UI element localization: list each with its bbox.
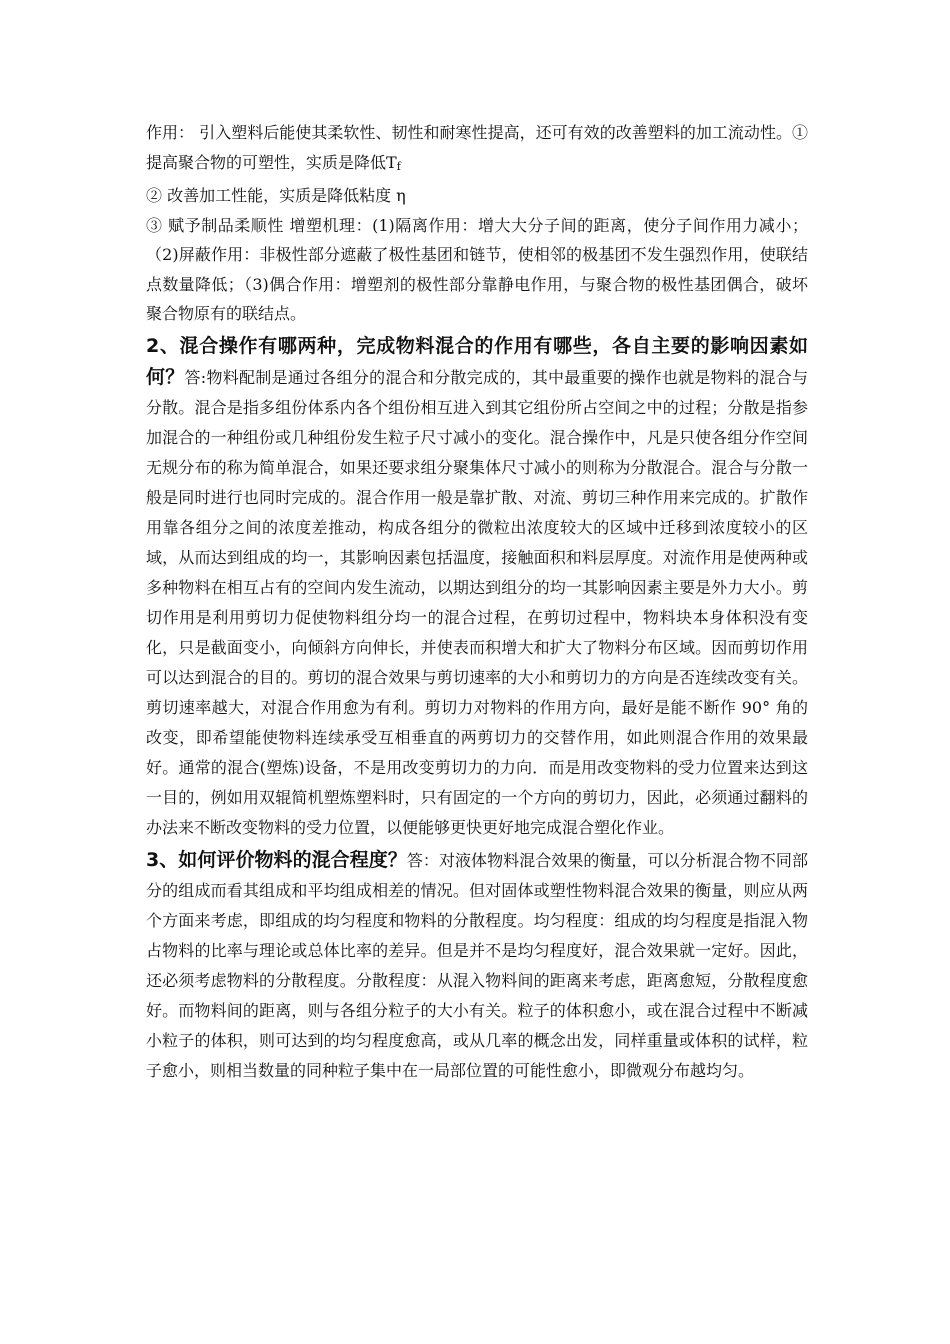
paragraph-text: 作用： 引入塑料后能使其柔软性、韧性和耐寒性提高，还可有效的改善塑料的加工流动性。①提高聚合物的可塑性，实质是降低T [146, 123, 808, 172]
question-2 [146, 331, 808, 843]
paragraph-mechanism: ③ 赋予制品柔顺性 增塑机理：(1)隔离作用：增大大分子间的距离，使分子间作用力减小；（2)屏蔽作用：非极性部分遮蔽了极性基团和链节，使相邻的极基团不发生强烈作用，使联结点数量降低；（3)偶合作用：增塑剂的极性部分靠静电作用，与聚合物的极性基团偶合，破坏聚合物原有的联结点。 [146, 215, 808, 323]
paragraph-plasticizer-function [146, 118, 808, 181]
paragraph-processing: ② 改善加工性能，实质是降低粘度 η [146, 186, 406, 205]
question-3-answer: 答：对液体物料混合效果的衡量，可以分析混合物不同部分的组成而看其组成和平均组成相差的情况。但对固体或塑性物料混合效果的衡量，则应从两个方面来考虑，即组成的均匀程度和物料的分散程度。均匀程度：组成的均匀程度是指混入物占物料的比率与理论或总体比率的差异。但是并不是均匀程度好，混合效果就一定好。因此，还必须考虑物料的分散程度。分散程度：从混入物料间的距离来考虑，距离愈短，分散程度愈好。而物料间的距离，则与各组分粒子的大小有关。粒子的体积愈小，或在混合过程中不断减小粒子的体积，则可达到的均匀程度愈高，或从几率的概念出发，同样重量或体积的试样，粒子愈小，则相当数量的同种粒子集中在一局部位置的可能性愈小，即微观分布越均匀。 [146, 850, 808, 1080]
question-2-answer: 答:物料配制是通过各组分的混合和分散完成的，其中最重要的操作也就是物料的混合与分散。混合是指多组份体系内各个组份相互进入到其它组份所占空间之中的过程；分散是指参加混合的一种组份或几种组份发生粒子尺寸减小的变化。混合操作中，凡是只使各组分作空间无规分布的称为简单混合，如果还要求组分聚集体尺寸减小的则称为分散混合。混合与分散一般是同时进行也同时完成的。混合作用一般是靠扩散、对流、剪切三种作用来完成的。扩散作用靠各组分之间的浓度差推动，构成各组分的微粒出浓度较大的区域中迁移到浓度较小的区域，从而达到组成的均一，其影响因素包括温度，接触面积和料层厚度。对流作用是使两种或多种物料在相互占有的空间内发生流动，以期达到组分的均一其影响因素主要是外力大小。剪切作用是利用剪切力促使物料组分均一的混合过程，在剪切过程中，物料块本身体积没有变化，只是截面变小，向倾斜方向伸长，并使表而积增大和扩大了物料分布区域。因而剪切作用可以达到混合的目的。剪切的混合效果与剪切速率的大小和剪切力的方向是否连续改变有关。剪切速率越大，对混合作用愈为有利。剪切力对物料的作用方向，最好是能不断作 90° 角的改变，即希望能使物料连续承受互相垂直的两剪切力的交替作用，如此则混合作用的效果最好。通常的混合(塑炼)设备，不是用改变剪切力的力向．而是用改变物料的受力位置来达到这一目的，例如用双辊简机塑炼塑料时，只有固定的一个方向的剪切力，因此，必须通过翻料的办法来不断改变物料的受力位置，以便能够更快更好地完成混合塑化作业。 [146, 367, 808, 837]
subscript-f: f [396, 159, 401, 173]
question-2-title: 2、混合操作有哪两种，完成物料混合的作用有哪些，各自主要的影响因素如何？ [146, 334, 808, 388]
document-page [146, 118, 808, 1086]
question-3-title: 3、如何评价物料的混合程度？ [146, 848, 407, 871]
question-3 [146, 845, 808, 1086]
